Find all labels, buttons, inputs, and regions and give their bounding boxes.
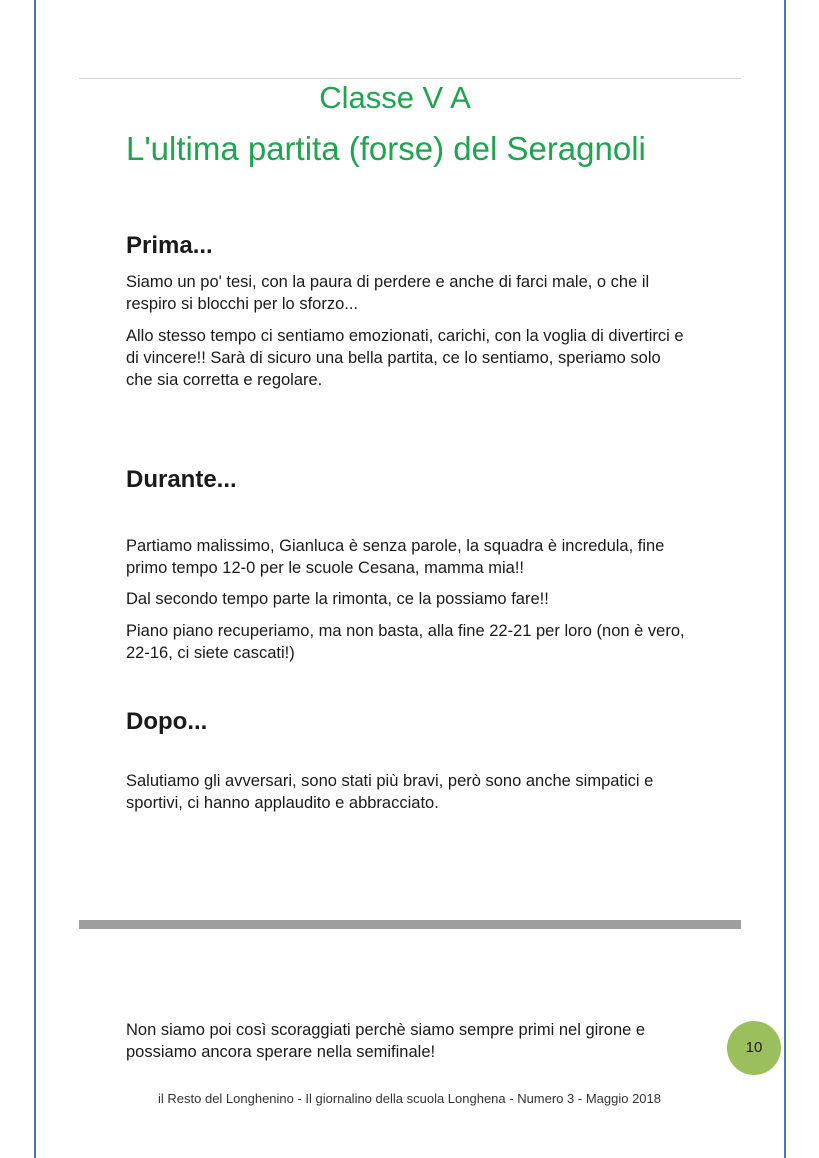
section-heading-dopo: Dopo... bbox=[126, 708, 208, 735]
page-number-badge: 10 bbox=[727, 1021, 781, 1075]
article-title: L'ultima partita (forse) del Seragnoli bbox=[126, 130, 646, 167]
footer-text: il Resto del Longhenino - Il giornalino della scuola Longhena - Numero 3 - Maggio 2018 bbox=[158, 1091, 661, 1106]
paragraph-dopo-1: Salutiamo gli avversari, sono stati più bravi, però sono anche simpatici e sportivi, ci hanno applaudito e abbracciato. bbox=[126, 772, 654, 812]
page-border-right bbox=[784, 0, 786, 1158]
class-title: Classe V A bbox=[319, 80, 471, 115]
section-heading-durante: Durante... bbox=[126, 466, 237, 493]
section-divider bbox=[79, 920, 741, 929]
paragraph-durante-3: Piano piano recuperiamo, ma non basta, alla fine 22-21 per loro (non è vero, 22-16, ci siete cascati!) bbox=[126, 622, 685, 662]
paragraph-durante-1: Partiamo malissimo, Gianluca è senza parole, la squadra è incredula, fine primo tempo 12-0 per le scuole Cesana, mamma mia!! bbox=[126, 537, 665, 577]
header-divider bbox=[79, 78, 741, 79]
closing-paragraph: Non siamo poi così scoraggiati perchè siamo sempre primi nel girone e possiamo ancora sperare nella semifinale! bbox=[126, 1021, 646, 1061]
paragraph-prima-2: Allo stesso tempo ci sentiamo emozionati, carichi, con la voglia di divertirci e di vincere!! Sarà di sicuro una bella partita, ce lo sentiamo, speriamo solo che sia corretta e regolare. bbox=[126, 327, 684, 389]
paragraph-prima-1: Siamo un po' tesi, con la paura di perdere e anche di farci male, o che il respiro si blocchi per lo sforzo... bbox=[126, 273, 650, 313]
paragraph-durante-2: Dal secondo tempo parte la rimonta, ce la possiamo fare!! bbox=[126, 590, 549, 608]
section-heading-prima: Prima... bbox=[126, 232, 213, 259]
page-border-left bbox=[34, 0, 36, 1158]
